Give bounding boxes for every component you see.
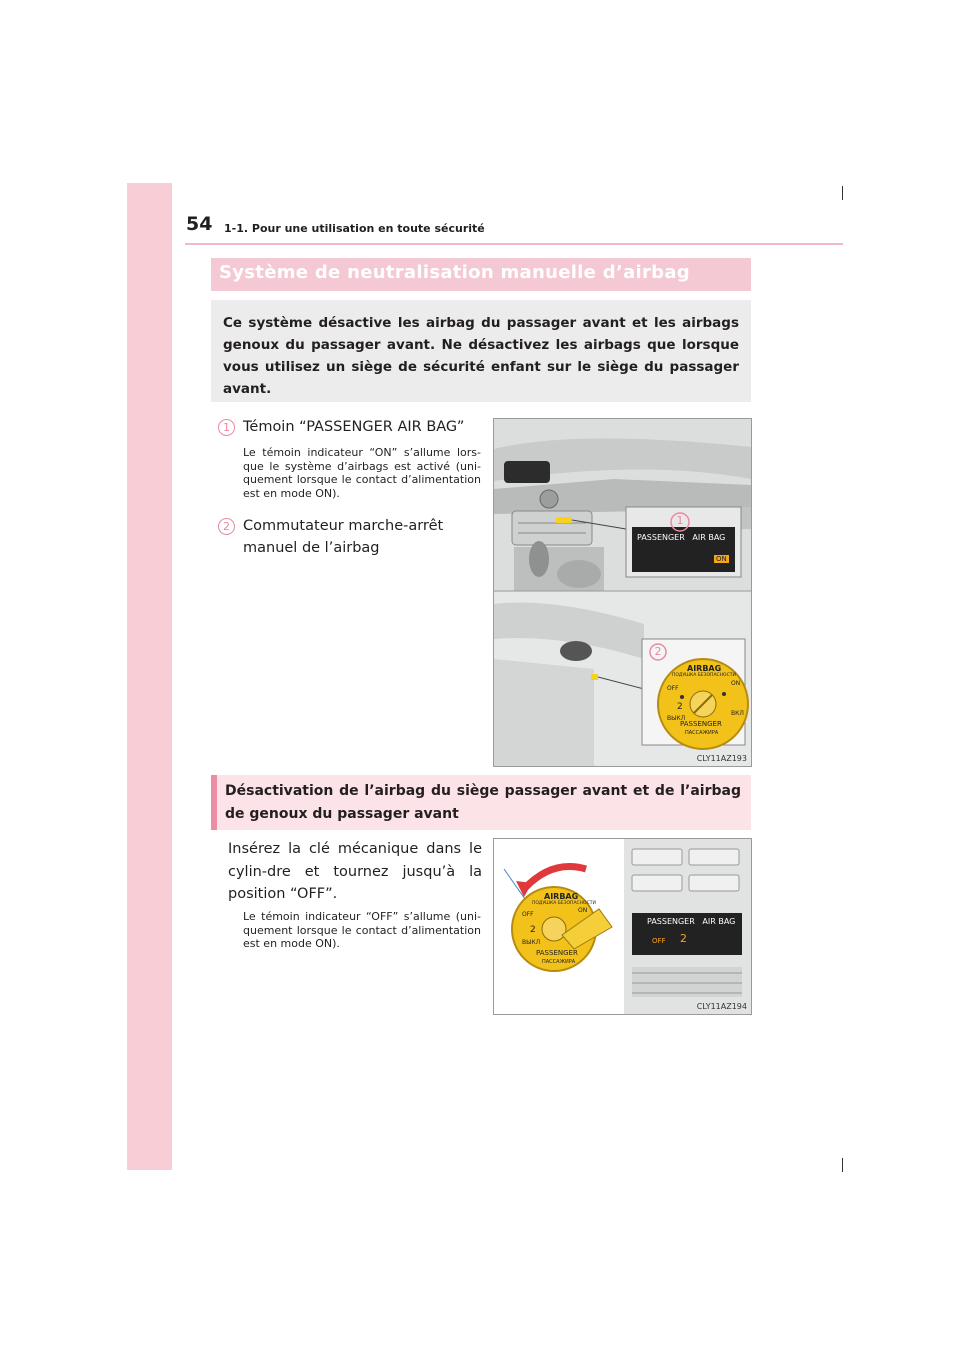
figure-1-code: CLY11AZ193 bbox=[696, 754, 747, 763]
switch-on-label: ON bbox=[731, 680, 741, 687]
passenger-airbag-indicator-label-2: PASSENGER AIR BAG bbox=[647, 917, 736, 926]
section-reference: 1-1. Pour une utilisation en toute sécurité bbox=[224, 222, 485, 235]
switch2-off-label-ru: ВЫКЛ bbox=[522, 939, 541, 946]
switch-off-label: OFF bbox=[667, 685, 679, 692]
item-1-title: Témoin “PASSENGER AIR BAG” bbox=[243, 419, 465, 435]
switch-off-label-ru: ВЫКЛ bbox=[667, 715, 686, 722]
instruction-note: Le témoin indicateur “OFF” s’allume (uni-quement lorsque le contact d’alimentation est en mode ON). bbox=[243, 910, 481, 950]
dashboard-illustration bbox=[493, 418, 752, 767]
switch-on-label-ru: ВКЛ bbox=[731, 710, 744, 717]
figure-2-code: CLY11AZ194 bbox=[696, 1002, 747, 1011]
switch2-passenger-label: PASSENGER bbox=[536, 949, 578, 957]
switch-seat-number: 2 bbox=[677, 702, 683, 712]
dashboard-drawing bbox=[494, 419, 751, 766]
callout-2-figure: 2 bbox=[654, 645, 662, 658]
intro-box bbox=[211, 300, 751, 402]
key-switch-illustration bbox=[493, 838, 752, 1015]
switch2-on-label: ON bbox=[578, 907, 588, 914]
switch2-seat-number: 2 bbox=[530, 925, 536, 935]
switch2-airbag-title-ru: ПОДУШКА БЕЗОПАСНОСТИ bbox=[532, 901, 596, 906]
switch2-off-label: OFF bbox=[522, 911, 534, 918]
off-indicator-seat-number: 2 bbox=[680, 932, 687, 945]
section-title-bar bbox=[211, 258, 751, 291]
switch2-airbag-title: AIRBAG bbox=[544, 892, 579, 901]
crop-mark-top bbox=[842, 186, 843, 200]
item-2-title: Commutateur marche-arrêt manuel de l’airbag bbox=[243, 518, 444, 556]
item-1-description: Le témoin indicateur “ON” s’allume lors-que le système d’airbags est activé (uni-quement lorsque le contact d’alimentation est en mode ON). bbox=[243, 446, 481, 500]
page-number: 54 bbox=[186, 213, 213, 235]
off-indicator-label: OFF bbox=[652, 937, 666, 945]
subsection-heading bbox=[211, 775, 751, 830]
section-title: Système de neutralisation manuelle d’airbag bbox=[219, 262, 690, 283]
switch-airbag-title: AIRBAG bbox=[687, 664, 722, 673]
chapter-tab-sidebar bbox=[127, 183, 172, 1170]
switch2-passenger-label-ru: ПАССАЖИРА bbox=[542, 959, 576, 965]
subsection-heading-bar bbox=[211, 775, 217, 830]
switch-passenger-label-ru: ПАССАЖИРА bbox=[685, 730, 719, 736]
callout-1-figure: 1 bbox=[676, 514, 684, 527]
header-rule bbox=[185, 243, 843, 245]
passenger-airbag-indicator-label: PASSENGER AIR BAG bbox=[637, 533, 726, 542]
on-indicator-badge: ON bbox=[716, 555, 727, 563]
subsection-title: Désactivation de l’airbag du siège passager avant et de l’airbag de genoux du passager avant bbox=[225, 783, 741, 822]
crop-mark-bottom bbox=[842, 1158, 843, 1172]
intro-text: Ce système désactive les airbag du passager avant et les airbags genoux du passager avant. Ne désactivez les airbags que lorsque vous utilisez un siège de sécurité enfant sur le siège du passager avant. bbox=[223, 315, 739, 397]
switch-airbag-title-ru: ПОДУШКА БЕЗОПАСНОСТИ bbox=[672, 673, 736, 678]
switch-passenger-label: PASSENGER bbox=[680, 720, 722, 728]
instruction-text: Insérez la clé mécanique dans le cylin-dre et tournez jusqu’à la position “OFF”. bbox=[228, 841, 482, 902]
callout-2: 2 bbox=[218, 518, 235, 535]
callout-1: 1 bbox=[218, 419, 235, 436]
